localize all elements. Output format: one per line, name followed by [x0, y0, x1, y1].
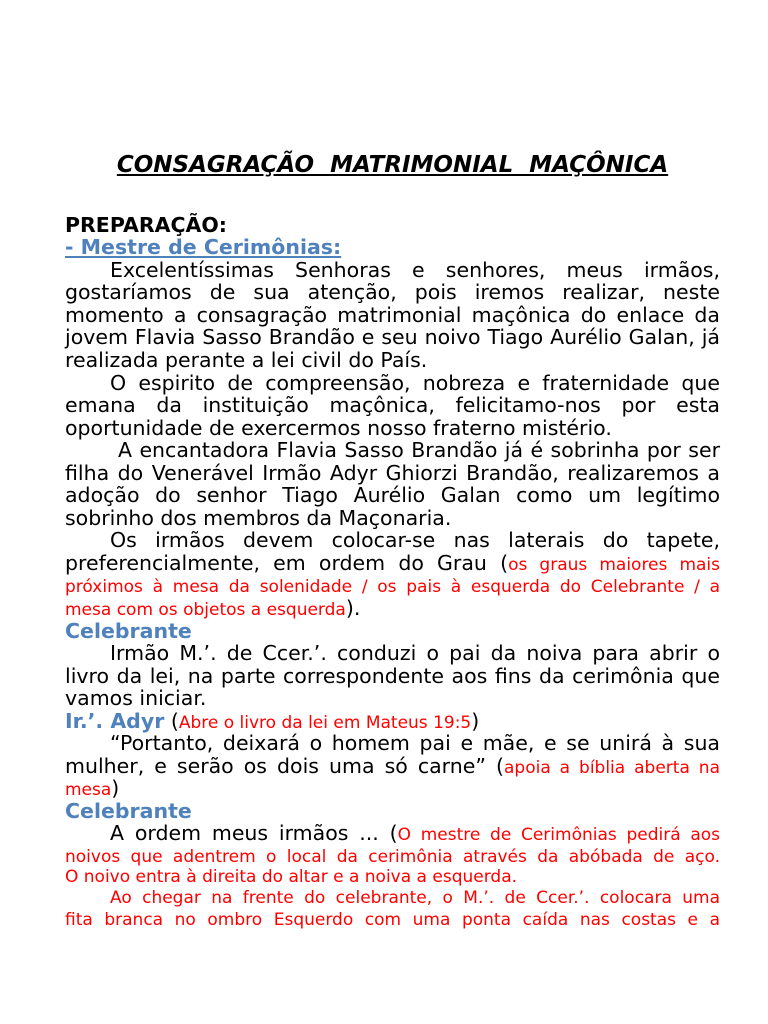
line-text: A ordem meus irmãos ... (: [110, 821, 398, 846]
text-line: [65, 755, 720, 778]
paragraph: [65, 372, 720, 440]
text-line: [65, 597, 720, 620]
paragraph: [65, 642, 720, 710]
stage-direction: Abre o livro da lei em Mateus 19:5: [178, 712, 472, 733]
speaker-label: Ir.’. Adyr: [65, 708, 165, 733]
text-line: [65, 732, 720, 755]
paragraph: [65, 822, 720, 885]
speaker-note-close: ): [471, 708, 480, 733]
speaker-line: [65, 710, 720, 733]
stage-direction: noivos que adentrem o local da cerimônia através da abóbada de aço.: [65, 847, 720, 867]
line-text: mulher, e serão os dois uma só carne” (: [65, 753, 504, 778]
text-line: vamos iniciar.: [65, 686, 207, 711]
line-text: ): [111, 776, 120, 801]
line-text: “Portanto, deixará o homem pai e mãe, e se unirá à sua: [110, 731, 720, 756]
paragraph: [65, 885, 720, 929]
text-line: [65, 777, 720, 800]
stage-direction: apoia a bíblia aberta na: [504, 757, 720, 778]
text-line: [65, 552, 720, 575]
speaker-label: - Mestre de Cerimônias:: [65, 235, 342, 260]
text-line: gostaríamos de sua atenção, pois iremos realizar, neste: [65, 280, 720, 305]
text-line: [65, 907, 720, 929]
speaker-label: Celebrante: [65, 798, 192, 823]
text-line: sobrinho dos membros da Maçonaria.: [65, 505, 452, 530]
document-body: [65, 214, 720, 929]
speaker-note-open: (: [164, 708, 179, 733]
document-title: CONSAGRAÇÃO MATRIMONIAL MAÇÔNICA: [116, 152, 669, 178]
text-line: [65, 845, 720, 865]
stage-direction: fita branca no ombro Esquerdo com uma ponta caída nas costas e a: [65, 910, 720, 930]
text-line: [65, 529, 720, 552]
text-line: jovem Flavia Sasso Brandão e seu noivo Tiago Aurélio Galan, já: [65, 325, 720, 350]
text-line: Irmão M.’. de Ccer.’. conduzi o pai da noiva para abrir o: [110, 641, 720, 666]
stage-direction: O mestre de Cerimônias pedirá aos: [397, 825, 720, 846]
stage-direction: O noivo entra à direita do altar e a noiva a esquerda.: [65, 867, 518, 887]
stage-direction: mesa com os objetos a esquerda: [65, 599, 346, 620]
text-line: adoção do senhor Tiago Aurélio Galan como um legítimo: [65, 483, 720, 508]
paragraph: [65, 529, 720, 619]
paragraph: [65, 439, 720, 529]
text-line: [65, 822, 720, 845]
text-line: [65, 865, 720, 885]
text-line: momento a consagração matrimonial maçônica do enlace da: [65, 302, 720, 327]
stage-direction: próximos à mesa da solenidade / os pais à esquerda do Celebrante / a: [65, 577, 720, 598]
paragraph: [65, 259, 720, 372]
line-text: preferencialmente, em ordem do Grau (: [65, 550, 509, 575]
speaker-label: Celebrante: [65, 618, 192, 643]
paragraph: [65, 732, 720, 800]
stage-direction: Ao chegar na frente do celebrante, o M.’. de Ccer.’. colocara uma: [110, 888, 720, 908]
section-heading: PREPARAÇÃO:: [65, 212, 228, 237]
text-line: [65, 885, 720, 907]
text-line: emana da instituição maçônica, felicitamo-nos por esta: [65, 393, 720, 418]
text-line: [65, 574, 720, 597]
stage-direction: os graus maiores mais: [508, 554, 720, 575]
text-line: A encantadora Flavia Sasso Brandão já é sobrinha por ser: [118, 438, 720, 463]
text-line: realizada perante a lei civil do País.: [65, 347, 428, 372]
text-line: oportunidade de exercermos nosso fraterno mistério.: [65, 415, 612, 440]
text-line: Excelentíssimas Senhoras e senhores, meus irmãos,: [110, 257, 720, 282]
text-line: filha do Venerável Irmão Adyr Ghiorzi Brandão, realizaremos a: [65, 460, 720, 485]
line-text: ).: [345, 595, 361, 620]
stage-direction: mesa: [65, 780, 112, 801]
text-line: livro da lei, na parte correspondente aos fins da cerimônia que: [65, 663, 720, 688]
line-text: Os irmãos devem colocar-se nas laterais do tapete,: [110, 528, 720, 553]
text-line: O espirito de compreensão, nobreza e fraternidade que: [110, 370, 720, 395]
